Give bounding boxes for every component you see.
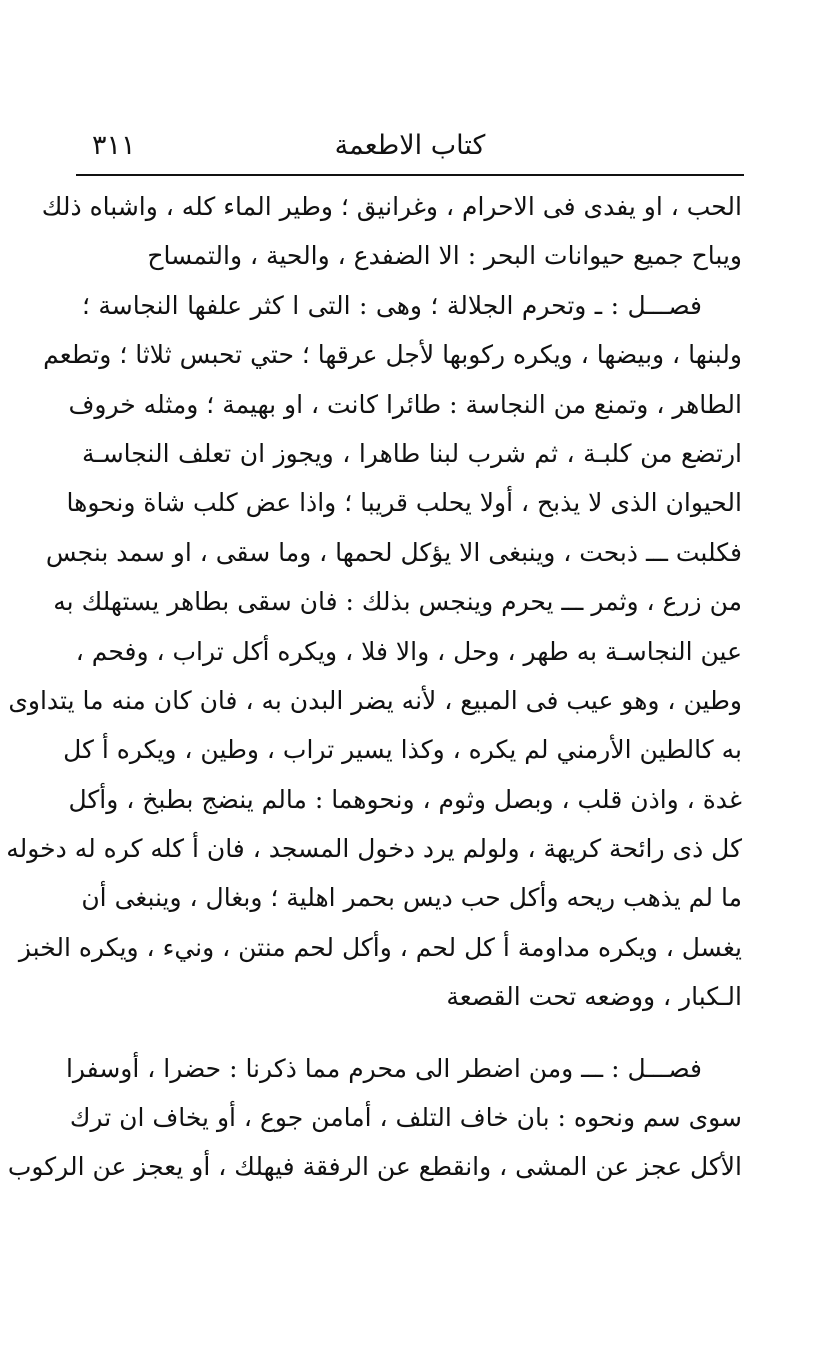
text-line: من زرع ، وثمر ـــ يحرم وينجس بذلك : فان سقى بطاهر يستهلك به	[53, 587, 742, 617]
text-line: الطاهر ، وتمنع من النجاسة : طائرا كانت ، او بهيمة ؛ ومثله خروف	[68, 389, 742, 419]
text-line: ولبنها ، وبيضها ، ويكره ركوبها لأجل عرقها ؛ حتي تحبس ثلاثا ؛ وتطعم	[43, 340, 742, 370]
text-line: الأكل عجز عن المشى ، وانقطع عن الرفقة فيهلك ، أو يعجز عن الركوب	[7, 1152, 742, 1182]
text-line: غدة ، واذن قلب ، وبصل وثوم ، ونحوهما : مالم ينضج بطبخ ، وأكل	[68, 784, 742, 814]
paragraph	[41, 182, 742, 281]
text-line: عين النجاسـة به طهر ، وحل ، والا فلا ، ويكره أكل تراب ، وفحم ،	[75, 636, 742, 666]
paragraph	[7, 1044, 742, 1192]
text-line: الـكبار ، ووضعه تحت القصعة	[446, 982, 742, 1012]
paragraph	[6, 281, 742, 1022]
text-line: كل ذى رائحة كريهة ، ولولم يرد دخول المسجد ، فان أ كله كره له دخوله	[6, 834, 742, 864]
page-header	[80, 128, 740, 164]
text-line: وطين ، وهو عيب فى المبيع ، لأنه يضر البدن به ، فان كان منه ما يتداوى	[8, 685, 742, 715]
text-line: الحيوان الذى لا يذبح ، أولا يحلب قريبا ؛ واذا عض كلب شاة ونحوها	[66, 488, 742, 518]
text-line: يغسل ، ويكره مداومة أ كل لحم ، وأكل لحم منتن ، ونيء ، ويكره الخبز	[18, 932, 742, 962]
text-line: الحب ، او يفدى فى الاحرام ، وغرانيق ؛ وطير الماء كله ، واشباه ذلك	[41, 192, 742, 221]
paragraph-gap	[82, 1022, 742, 1044]
text-line: فكلبت ـــ ذبحت ، وينبغى الا يؤكل لحمها ، وما سقى ، او سمد بنجس	[45, 537, 742, 567]
page-body	[6, 182, 742, 1192]
text-line: ارتضع من كلبـة ، ثم شرب لبنا طاهرا ، ويجوز ان تعلف النجاسـة	[82, 438, 742, 468]
page-number: ٣١١	[92, 130, 136, 161]
text-line: به كالطين الأرمني لم يكره ، وكذا يسير تراب ، وطين ، ويكره أ كل	[63, 735, 742, 765]
running-title: كتاب الاطعمة	[334, 130, 486, 161]
text-line: سوى سم ونحوه : بان خاف التلف ، أمامن جوع ، أو يخاف ان ترك	[69, 1103, 742, 1133]
text-line: ما لم يذهب ريحه وأكل حب ديس بحمر اهلية ؛ وبغال ، وينبغى أن	[81, 883, 742, 913]
header-rule	[76, 174, 744, 176]
text-line: ويباح جميع حيوانات البحر : الا الضفدع ، والحية ، والتمساح	[147, 241, 742, 271]
text-line: فصـــل : ـ وتحرم الجلالة ؛ وهى : التى ا كثر علفها النجاسة ؛	[82, 290, 702, 320]
text-line: فصـــل : ـــ ومن اضطر الى محرم مما ذكرنا : حضرا ، أوسفرا	[65, 1053, 702, 1083]
